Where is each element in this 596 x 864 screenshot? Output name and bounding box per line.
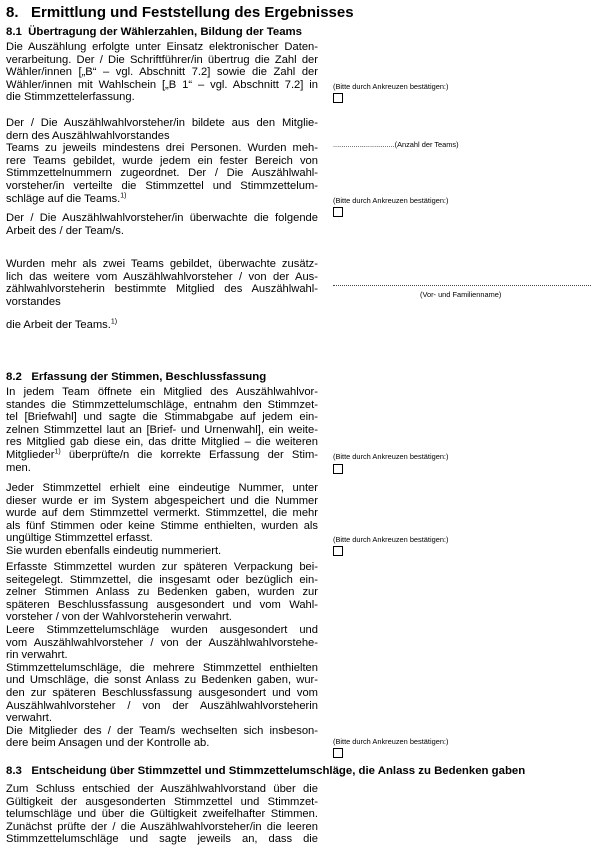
text-line: telumschläge und über die Gültigkeit zweifelhafter Stimmen.	[6, 808, 318, 821]
text-line	[6, 319, 318, 332]
text-line: zählwahlvorsteherin bestimmte Mitglied des Auszählwahl-	[6, 283, 318, 296]
s81-para1	[6, 41, 318, 104]
text-line: als fünf Stimmen oder keine Stimme enthielten, wurden als	[6, 519, 318, 532]
text-line: Zum Schluss entschied der Auszählwahlvorstand über die	[6, 783, 318, 795]
section-8-2-heading: 8.2 Erfassung der Stimmen, Beschlussfassung	[6, 371, 267, 383]
s81-para4	[6, 258, 318, 308]
text-line: Der / Die Auszählwahlvorsteher/in überwachte die folgende	[6, 212, 318, 224]
team-count-dots: ..............................	[333, 140, 395, 149]
confirm-checkbox-1[interactable]	[333, 93, 343, 103]
text-line: zelner Stimmen Anlass zu Bedenken gaben, wurden zur	[6, 586, 318, 599]
text-line: Wurden mehr als zwei Teams gebildet, überwachte zusätz-	[6, 258, 318, 270]
confirm-note: (Bitte durch Ankreuzen bestätigen:)	[333, 535, 449, 544]
text-line: vorsteher/in verteilte die Stimmzettel und Stimmzettelum-	[6, 179, 318, 192]
text-line: men.	[6, 461, 31, 474]
section-title: 8. Ermittlung und Feststellung des Ergebnisses	[6, 4, 354, 21]
text-line: vorstandes	[6, 295, 61, 308]
text-line: Arbeit des / der Team/s.	[6, 224, 124, 237]
text-line: rere Teams gebildet, wurde jedem ein fester Bereich von	[6, 154, 318, 167]
text-line: Erfasste Stimmzettel wurden zur späteren Verpackung bei-	[6, 561, 318, 573]
text-line: und Umschläge, die sonst Anlass zu Bedenken gaben, wur-	[6, 674, 318, 687]
confirm-note: (Bitte durch Ankreuzen bestätigen:)	[333, 737, 449, 746]
text-line	[6, 193, 318, 206]
text-span: die Arbeit der Teams.	[6, 319, 111, 331]
text-line: lich das weitere vom Auszählwahlvorsteher / von der Aus-	[6, 270, 318, 283]
team-count-field[interactable]	[333, 140, 459, 149]
text-line: vorsteher / von der Wahlvorsteherin verwahrt.	[6, 611, 232, 624]
text-line: Gültigkeit der ausgesonderten Stimmzettel und Stimmzet-	[6, 795, 318, 808]
text-line: verwahrt.	[6, 712, 53, 725]
text-line: dern des Auszählwahlvorstandes	[6, 129, 170, 142]
s81-para3	[6, 212, 318, 237]
text-line: Stimmzettelnummern zugeordnet. Der / Die Auszählwahl-	[6, 167, 318, 180]
confirm-checkbox-3[interactable]	[333, 464, 343, 474]
confirm-checkbox-4[interactable]	[333, 546, 343, 556]
name-label: (Vor- und Familienname)	[420, 290, 502, 299]
section-8-1-heading: 8.1 Übertragung der Wählerzahlen, Bildung der Teams	[6, 26, 303, 38]
text-line: res Mitglied gab diese ein, das dritte Mitglied – die weiteren	[6, 436, 318, 449]
text-line: Auszählwahlvorsteher / von der Auszählwahlvorsteherin	[6, 699, 318, 712]
s82-para1	[6, 386, 318, 474]
text-line: In jedem Team öffnete ein Mitglied des Auszählwahlvor-	[6, 386, 318, 398]
text-line: Jeder Stimmzettel erhielt eine eindeutige Nummer, unter	[6, 482, 318, 494]
text-line: Zunächst prüfte der / die Auszählwahlvorsteher/in die leeren	[6, 820, 318, 833]
text-line: den zur späteren Beschlussfassung ausgesondert und vom	[6, 686, 318, 699]
text-line: dieser wurde er im System abgespeichert und die Nummer	[6, 494, 318, 507]
text-line: Der / Die Auszählwahlvorsteher/in bildete aus den Mitglie-	[6, 117, 318, 129]
text-line: Stimmzettelumschläge und sagte jeweils an, dass die	[6, 833, 318, 846]
text-line: ungültige Stimmzettel erfasst.	[6, 532, 153, 545]
text-line: vom Auszählwahlvorsteher / von der Auszählwahlvorstehe-	[6, 636, 318, 649]
text-line: späteren Beschlussfassung ausgesondert und vom Wahl-	[6, 598, 318, 611]
text-span: Mitglieder	[6, 448, 55, 461]
confirm-note: (Bitte durch Ankreuzen bestätigen:)	[333, 196, 449, 205]
text-line: Die Auszählung erfolgte unter Einsatz elektronischer Daten-	[6, 41, 318, 53]
text-line: Sie wurden ebenfalls eindeutig nummeriert.	[6, 544, 222, 557]
text-span: überprüfte/n die korrekte Erfassung der Stim-	[60, 448, 318, 461]
s81-para4-end	[6, 319, 318, 332]
text-line: wurde auf dem Stimmzettel vermerkt. Stimmzettel, die mehr	[6, 507, 318, 520]
footnote-mark: 1)	[54, 448, 61, 456]
text-line: Leere Stimmzettelumschläge wurden ausgesondert und	[6, 623, 318, 636]
text-line: seitegelegt. Stimmzettel, die insgesamt oder bezüglich ein-	[6, 573, 318, 586]
text-line: Die Mitglieder des / der Team/s wechselten sich insbeson-	[6, 724, 318, 737]
text-line	[6, 449, 318, 462]
confirm-note: (Bitte durch Ankreuzen bestätigen:)	[333, 82, 449, 91]
text-line: Teams zu jeweils mindestens drei Personen. Wurden meh-	[6, 142, 318, 155]
text-line: die Stimmzettelerfassung.	[6, 91, 135, 104]
confirm-checkbox-5[interactable]	[333, 748, 343, 758]
section-8-3-heading: 8.3 Entscheidung über Stimmzettel und Stimmzettelumschläge, die Anlass zu Bedenken gaben	[6, 765, 526, 777]
text-line: Stimmzettelumschläge, die mehrere Stimmzettel enthielten	[6, 661, 318, 674]
s82-para2	[6, 482, 318, 558]
text-line: rin verwahrt.	[6, 649, 68, 662]
s82-para3	[6, 561, 318, 750]
text-line: standes die Stimmzettelumschläge, entnahm den Stimmzet-	[6, 398, 318, 411]
confirm-note: (Bitte durch Ankreuzen bestätigen:)	[333, 452, 449, 461]
confirm-checkbox-2[interactable]	[333, 207, 343, 217]
team-count-label: (Anzahl der Teams)	[394, 140, 459, 149]
text-line: Wähler/innen mit Wahlschein [„B 1“ – vgl. Abschnitt 7.2] in	[6, 78, 318, 91]
name-input-line[interactable]	[333, 285, 591, 286]
text-span: schläge auf die Teams.	[6, 192, 121, 205]
text-line: Wähler/innen [„B“ – vgl. Abschnitt 7.2] sowie die Zahl der	[6, 66, 318, 79]
s83-para1	[6, 783, 318, 846]
text-line: zelnen Stimmzettel laut an [Brief- und Urnenwahl], ein weite-	[6, 423, 318, 436]
text-line: verarbeitung. Der / Die Schriftführer/in übertrug die Zahl der	[6, 53, 318, 66]
text-line: tel [Briefwahl] und sagte die Stimmabgabe auf jedem ein-	[6, 411, 318, 424]
text-line: dere beim Ansagen und der Kontrolle ab.	[6, 737, 210, 750]
footnote-mark: 1)	[110, 318, 118, 326]
s81-para2	[6, 117, 318, 205]
footnote-mark: 1)	[120, 191, 127, 199]
